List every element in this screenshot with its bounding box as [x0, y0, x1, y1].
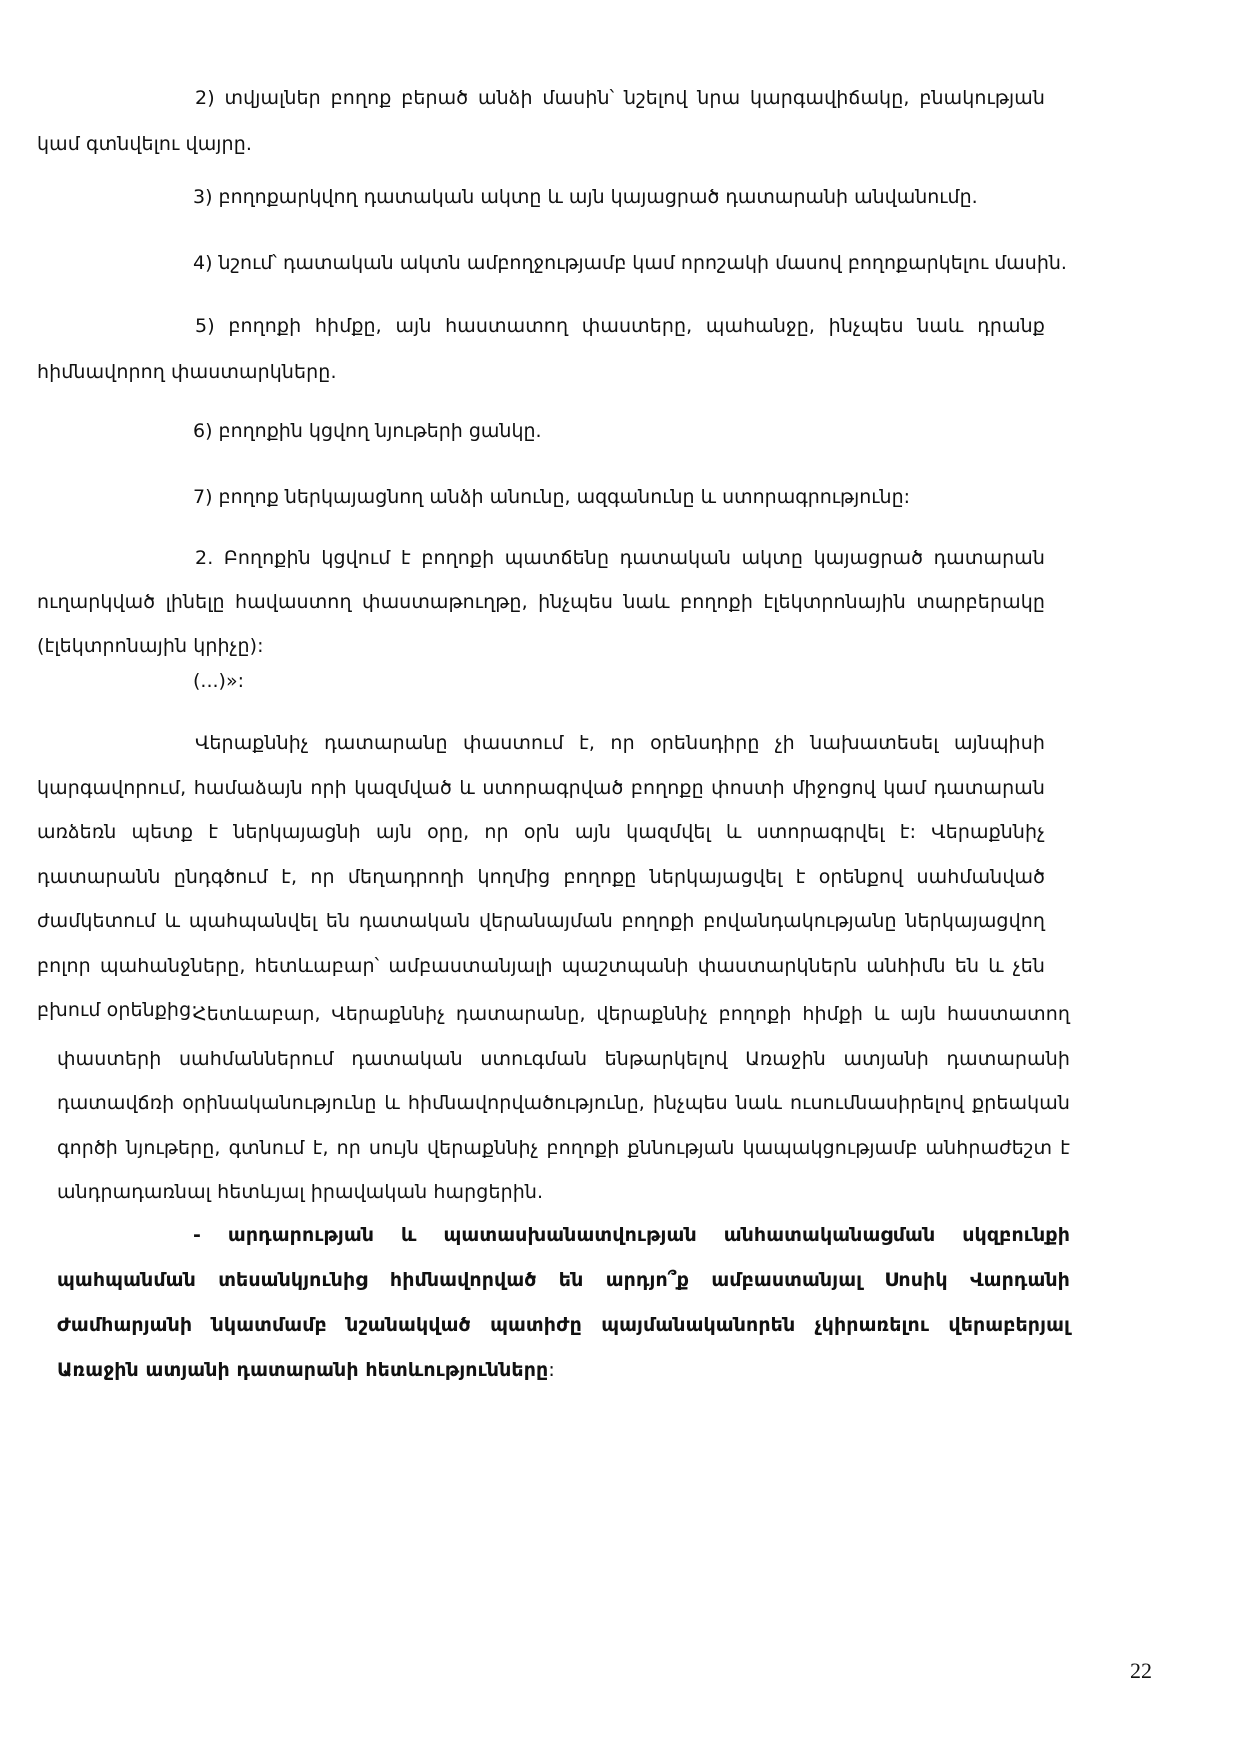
list-item-6: 6) բողոքին կցվող նյութերի ցանկը.	[193, 420, 542, 442]
list-item-7: 7) բողոք ներկայացնող անձի անունը, ազգանունը և ստորագրությունը:	[193, 486, 911, 508]
point-2-paragraph: 2. Բողոքին կցվում է բողոքի պատճենը դատական ակտը կայացրած դատարան ուղարկված լինելը հավաստող փաստաթուղթը, ինչպես նաև բողոքի էլեկտրոնային տարբերակը (էլեկտրոնային կրիչը):	[37, 547, 1045, 657]
court-finding-paragraph: Վերաքննիչ դատարանը փաստում է, որ օրենսդիրը չի նախատեսել այնպիսի կարգավորում, համաձայն որի կազմված և ստորագրված բողոքը փոստի միջոցով կամ դատարան առձեռն պետք է ներկայացնի այն օրը, որ օրն այն կազմվել և ստորագրվել է: Վերաքննիչ դատարանն ընդգծում է, որ մեղադրողի կողմից բողոքը ներկայացվել է օրենքով սահմանված ժամկետում և պահպանվել են դատական վերանայման բողոքի բովանդակությանը ներկայացվող բոլոր պահանջները, հետևաբար՝ ամբաստանյալի պաշտպանի փաստարկներն անհիմն են և չեն բխում օրենքից:	[37, 732, 1045, 1021]
legal-question-text: - արդարության և պատասխանատվության անհատականացման սկզբունքի պահպանման տեսանկյունից հիմնավորված են արդյո՞ք ամբաստանյալ Սոսիկ Վարդանի Ժամհարյանի նկատմամբ նշանակված պատիժը պայմանականորեն չկիրառելու վերաբերյալ Առաջին ատյանի դատարանի հետևությունները	[57, 1224, 1070, 1381]
list-item-4: 4) նշում՝ դատական ակտն ամբողջությամբ կամ որոշակի մասով բողոքարկելու մասին.	[193, 252, 1067, 274]
list-item-2: 2) տվյալներ բողոք բերած անձի մասին՝ նշելով նրա կարգավիճակը, բնակության կամ գտնվելու վայրը.	[37, 87, 1045, 155]
legal-question-colon: :	[548, 1359, 555, 1381]
list-item-5: 5) բողոքի հիմքը, այն հաստատող փաստերը, պահանջը, ինչպես նաև դրանք հիմնավորող փաստարկները.	[37, 315, 1045, 383]
therefore-paragraph: Հետևաբար, Վերաքննիչ դատարանը, վերաքննիչ բողոքի հիմքի և այն հաստատող փաստերի սահմաններում դատական ստուգման ենթարկելով Առաջին ատյանի դատարանի դատավճռի օրինականությունը և հիմնավորվածությունը, ինչպես նաև ուսումնասիրելով քրեական գործի նյութերը, գտնում է, որ սույն վերաքննիչ բողոքի քննության կապակցությամբ անհրաժեշտ է անդրադառնալ հետևյալ իրավական հարցերին.	[57, 1003, 1070, 1203]
page-number: 22	[1130, 1658, 1152, 1683]
legal-question-paragraph	[57, 1213, 1070, 1393]
ellipsis-quote-end: (...)»:	[193, 670, 244, 692]
list-item-3: 3) բողոքարկվող դատական ակտը և այն կայացրած դատարանի անվանումը.	[193, 186, 978, 208]
